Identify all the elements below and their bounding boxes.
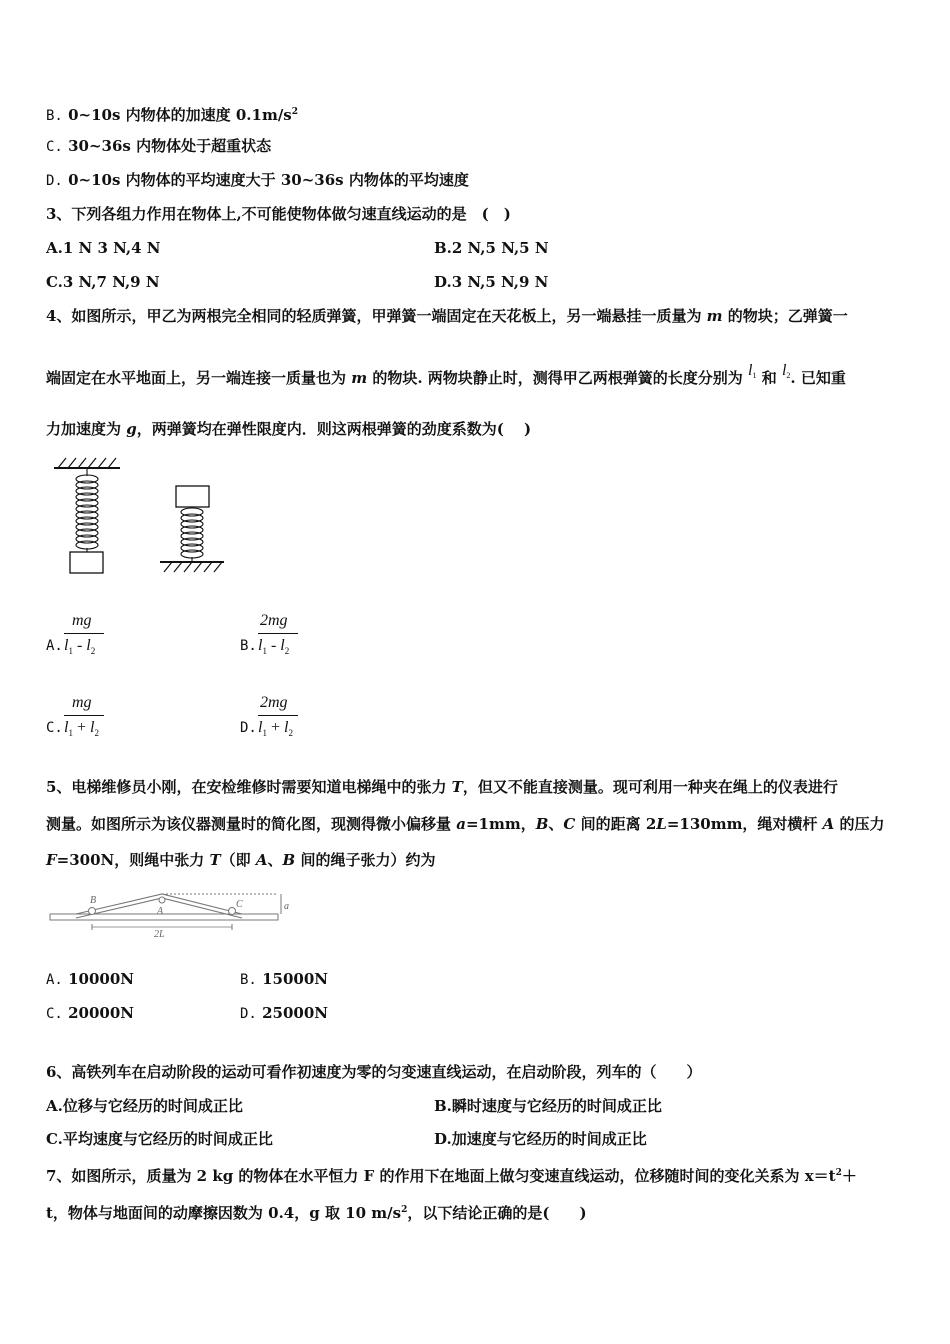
q5-line-1-text-end: ，但又不能直接测量。现可利用一种夹在绳上的仪表进行 bbox=[462, 778, 838, 796]
q5-sep2: 、 bbox=[267, 851, 283, 869]
q6-option-b: B.瞬时速度与它经历的时间成正比 bbox=[434, 1097, 662, 1115]
q5-var-b2: B bbox=[282, 851, 296, 869]
fraction-denominator: $l_1 + l_2$ bbox=[258, 719, 293, 738]
q2-option-b bbox=[46, 102, 298, 126]
fraction-denominator: $l_1 - l_2$ bbox=[64, 637, 96, 656]
q5-line-2-text-e: 的压力 bbox=[834, 815, 885, 833]
point-a bbox=[159, 897, 165, 903]
q2-option-c-text: 30~36s 内物体处于超重状态 bbox=[68, 137, 272, 155]
q7-line-1-text: 7、如图所示，质量为 2 kg 的物体在水平恒力 F 的作用下在地面上做匀变速直线运动，位移随时间的变化关系为 x＝t bbox=[46, 1167, 836, 1185]
fraction-bar bbox=[258, 715, 298, 716]
q5-option-c bbox=[46, 1003, 134, 1024]
q7-line-2 bbox=[46, 1200, 587, 1223]
q4-line-3 bbox=[46, 419, 531, 439]
q5-line-2-text: 测量。如图所示为该仪器测量时的简化图，现测得微小偏移量 bbox=[46, 815, 457, 833]
q3-option-a: A.1 N 3 N,4 N bbox=[46, 239, 161, 257]
q4-var-l1: $l_1$ bbox=[748, 362, 757, 380]
q4-line-1-text-end: 的物块；乙弹簧一 bbox=[722, 307, 848, 325]
point-b bbox=[89, 908, 96, 915]
q5-rope-figure bbox=[46, 890, 296, 938]
q5-line-2-text-b: =1mm， bbox=[465, 815, 536, 833]
label-a-offset: a bbox=[284, 901, 289, 912]
q5-option-d-label: D. bbox=[240, 1006, 257, 1022]
fraction-numerator: mg bbox=[72, 612, 92, 629]
q4-var-g: g bbox=[126, 420, 137, 438]
q7-line-1-end: ＋ bbox=[841, 1167, 857, 1185]
fraction-denominator: $l_1 - l_2$ bbox=[258, 637, 290, 656]
q5-line-2 bbox=[46, 814, 885, 834]
q2-option-d-label: D. bbox=[46, 173, 63, 189]
fraction-numerator: 2mg bbox=[260, 612, 288, 629]
q4-var-l2: $l_2$ bbox=[781, 362, 791, 380]
label-2l: 2L bbox=[154, 929, 165, 938]
q5-option-a-text: 10000N bbox=[68, 970, 134, 988]
q4-springs-figure bbox=[48, 452, 238, 580]
q5-line-3 bbox=[46, 850, 435, 870]
q4-option-d-label: D. bbox=[240, 720, 257, 736]
q4-option-b-label: B. bbox=[240, 638, 257, 654]
fraction-bar bbox=[64, 633, 104, 634]
q4-var-m2: m bbox=[351, 369, 368, 387]
q4-line-3-text: 力加速度为 bbox=[46, 420, 127, 438]
q6-option-c: C.平均速度与它经历的时间成正比 bbox=[46, 1130, 273, 1148]
q5-var-l: L bbox=[656, 815, 667, 833]
fraction-numerator: 2mg bbox=[260, 694, 288, 711]
q5-line-2-text-d: =130mm，绳对横杆 bbox=[666, 815, 823, 833]
q3-option-b: B.2 N,5 N,5 N bbox=[434, 239, 549, 257]
q5-option-a-label: A. bbox=[46, 972, 63, 988]
q5-var-a-point: A bbox=[822, 815, 835, 833]
q5-line-3-text-b: （即 bbox=[220, 851, 256, 869]
q4-line-2 bbox=[46, 362, 846, 394]
q2-option-b-label: B. bbox=[46, 108, 63, 124]
block-yi bbox=[176, 486, 209, 507]
q5-line-3-text: =300N，则绳中张力 bbox=[56, 851, 210, 869]
fraction-bar bbox=[258, 633, 298, 634]
q2-option-b-sup: 2 bbox=[291, 107, 299, 117]
q5-option-d-text: 25000N bbox=[262, 1004, 328, 1022]
q7-sup-2: 2 bbox=[401, 1205, 408, 1215]
block-jia bbox=[70, 552, 103, 573]
q5-var-t: T bbox=[451, 778, 463, 796]
q3-stem: 3、下列各组力作用在物体上,不可能使物体做匀速直线运动的是 ( ) bbox=[46, 205, 511, 223]
q5-var-b: B bbox=[535, 815, 549, 833]
label-b: B bbox=[90, 895, 97, 906]
q5-var-f: F bbox=[46, 851, 57, 869]
spring-yi bbox=[181, 508, 203, 561]
q7-line-2-text: t，物体与地面间的动摩擦因数为 0.4，g 取 10 m/s bbox=[46, 1204, 402, 1222]
q5-var-t2: T bbox=[209, 851, 221, 869]
q4-line-3-text-end: ，两弹簧均在弹性限度内．则这两根弹簧的劲度系数为( ) bbox=[136, 420, 532, 438]
q5-option-b-label: B. bbox=[240, 972, 257, 988]
q4-var-m: m bbox=[706, 307, 723, 325]
q5-sep: 、 bbox=[548, 815, 564, 833]
q2-option-c-label: C. bbox=[46, 139, 63, 155]
q5-option-b-text: 15000N bbox=[262, 970, 328, 988]
q5-line-1-text: 5、电梯维修员小刚，在安检维修时需要知道电梯绳中的张力 bbox=[46, 778, 452, 796]
spring-jia bbox=[76, 468, 98, 552]
q4-line-2-text-b: 的物块. 两物块静止时，测得甲乙两根弹簧的长度分别为 bbox=[367, 369, 749, 387]
q3-option-d: D.3 N,5 N,9 N bbox=[434, 273, 549, 291]
q5-option-d bbox=[240, 1003, 328, 1024]
fraction-numerator: mg bbox=[72, 694, 92, 711]
q5-line-3-text-end: 间的绳子张力）约为 bbox=[295, 851, 436, 869]
q5-line-2-text-c: 间的距离 2 bbox=[575, 815, 657, 833]
q4-line-1 bbox=[46, 306, 848, 326]
q4-and: 和 bbox=[761, 369, 777, 387]
label-c: C bbox=[236, 899, 243, 910]
q4-option-c-label: C. bbox=[46, 720, 63, 736]
q6-stem: 6、高铁列车在启动阶段的运动可看作初速度为零的匀变速直线运动，在启动阶段，列车的（ ） bbox=[46, 1063, 702, 1081]
q6-option-a: A.位移与它经历的时间成正比 bbox=[46, 1097, 243, 1115]
q6-option-d: D.加速度与它经历的时间成正比 bbox=[434, 1130, 647, 1148]
q7-sup-1: 2 bbox=[835, 1168, 842, 1178]
q2-option-b-text: 0~10s 内物体的加速度 0.1m/s bbox=[68, 106, 292, 124]
label-a-point: A bbox=[157, 906, 164, 917]
q5-option-b bbox=[240, 969, 328, 990]
q3-option-c: C.3 N,7 N,9 N bbox=[46, 273, 160, 291]
q5-var-c: C bbox=[563, 815, 576, 833]
q5-option-c-label: C. bbox=[46, 1006, 63, 1022]
fraction-denominator: $l_1 + l_2$ bbox=[64, 719, 99, 738]
q4-option-a-label: A. bbox=[46, 638, 63, 654]
q4-line-1-text: 4、如图所示，甲乙为两根完全相同的轻质弹簧，甲弹簧一端固定在天花板上，另一端悬挂一质量为 bbox=[46, 307, 707, 325]
q4-line-2-text-end: . 已知重 bbox=[790, 369, 846, 387]
q4-line-2-text: 端固定在水平地面上，另一端连接一质量也为 bbox=[46, 369, 352, 387]
fraction-bar bbox=[64, 715, 104, 716]
q5-var-a: a bbox=[456, 815, 466, 833]
q7-line-1 bbox=[46, 1163, 857, 1186]
q2-option-d bbox=[46, 170, 469, 191]
q5-var-a2: A bbox=[255, 851, 268, 869]
q2-option-c bbox=[46, 136, 271, 157]
q7-line-2-text-end: ，以下结论正确的是( ) bbox=[407, 1204, 587, 1222]
ground bbox=[160, 562, 224, 572]
q5-option-c-text: 20000N bbox=[68, 1004, 134, 1022]
q5-line-1 bbox=[46, 777, 838, 797]
ceiling bbox=[54, 458, 120, 468]
point-c bbox=[229, 908, 236, 915]
q5-option-a bbox=[46, 969, 134, 990]
crossbar bbox=[50, 914, 278, 920]
q2-option-d-text: 0~10s 内物体的平均速度大于 30~36s 内物体的平均速度 bbox=[68, 171, 469, 189]
